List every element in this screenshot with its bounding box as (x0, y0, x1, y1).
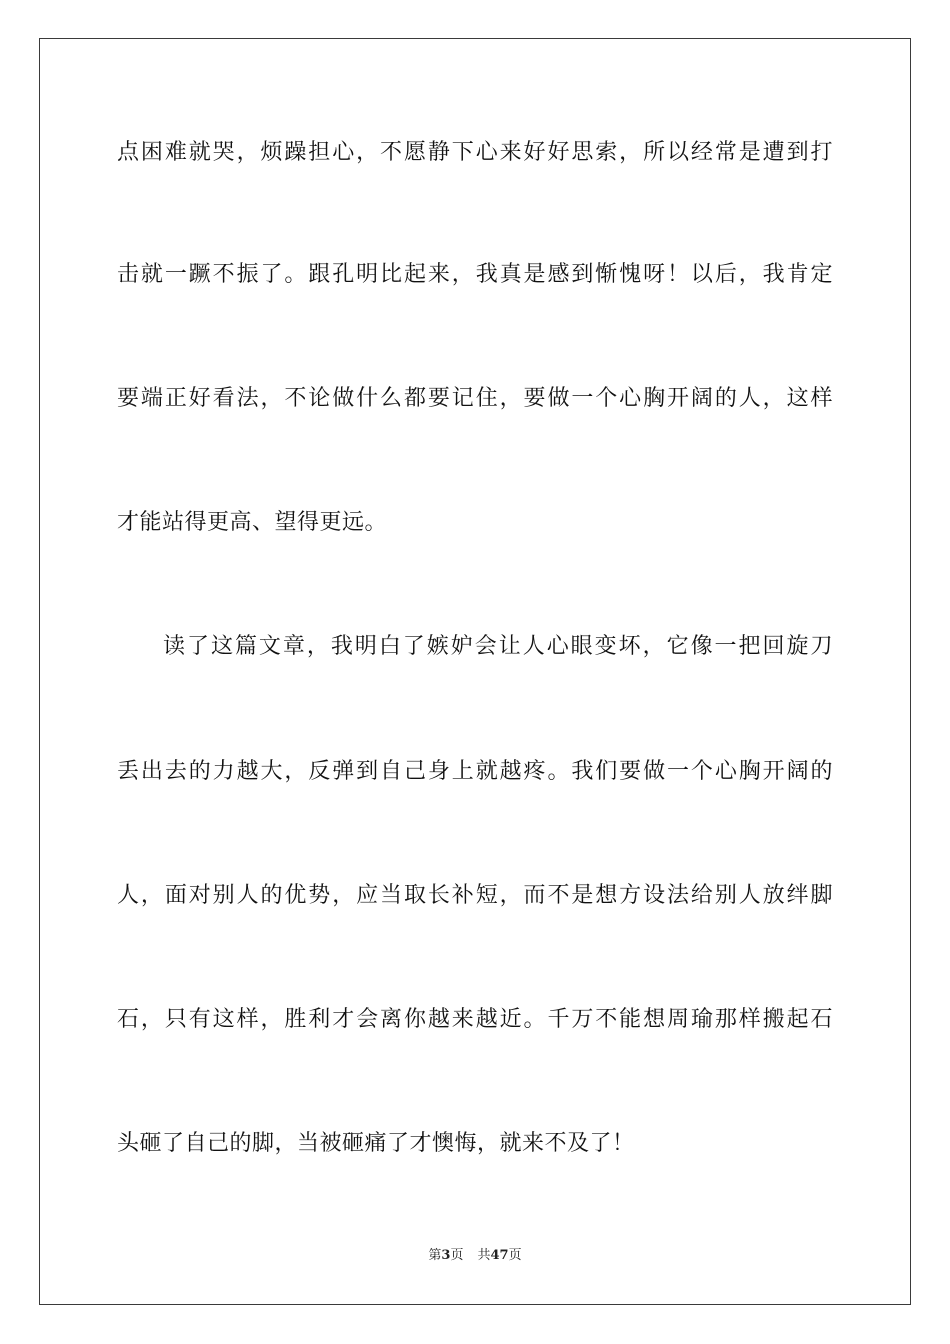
page-footer (0, 1248, 950, 1264)
paragraph-line-7: 人，面对别人的优势，应当取长补短，而不是想方设法给别人放绊脚 (117, 883, 833, 908)
total-prefix: 共 (477, 1248, 491, 1263)
total-suffix: 页 (508, 1248, 522, 1263)
total-pages: 47 (490, 1248, 509, 1263)
page-suffix: 页 (450, 1248, 464, 1263)
paragraph-line-9: 头砸了自己的脚，当被砸痛了才懊悔，就来不及了！ (117, 1131, 635, 1156)
paragraph-line-2: 击就一蹶不振了。跟孔明比起来，我真是感到惭愧呀！以后，我肯定 (117, 262, 833, 287)
page-prefix: 第 (428, 1248, 442, 1263)
paragraph-line-8: 石，只有这样，胜利才会离你越来越近。千万不能想周瑜那样搬起石 (117, 1007, 833, 1032)
page-number: 3 (441, 1248, 451, 1263)
paragraph-line-4: 才能站得更高、望得更远。 (117, 510, 388, 535)
paragraph-line-3: 要端正好看法，不论做什么都要记住，要做一个心胸开阔的人，这样 (117, 386, 833, 411)
paragraph-line-6: 丢出去的力越大，反弹到自己身上就越疼。我们要做一个心胸开阔的 (117, 759, 833, 784)
paragraph-line-1: 点困难就哭，烦躁担心，不愿静下心来好好思索，所以经常是遭到打 (117, 140, 833, 165)
page-border (39, 38, 911, 1305)
paragraph-line-5: 读了这篇文章，我明白了嫉妒会让人心眼变坏，它像一把回旋刀 (163, 634, 833, 659)
